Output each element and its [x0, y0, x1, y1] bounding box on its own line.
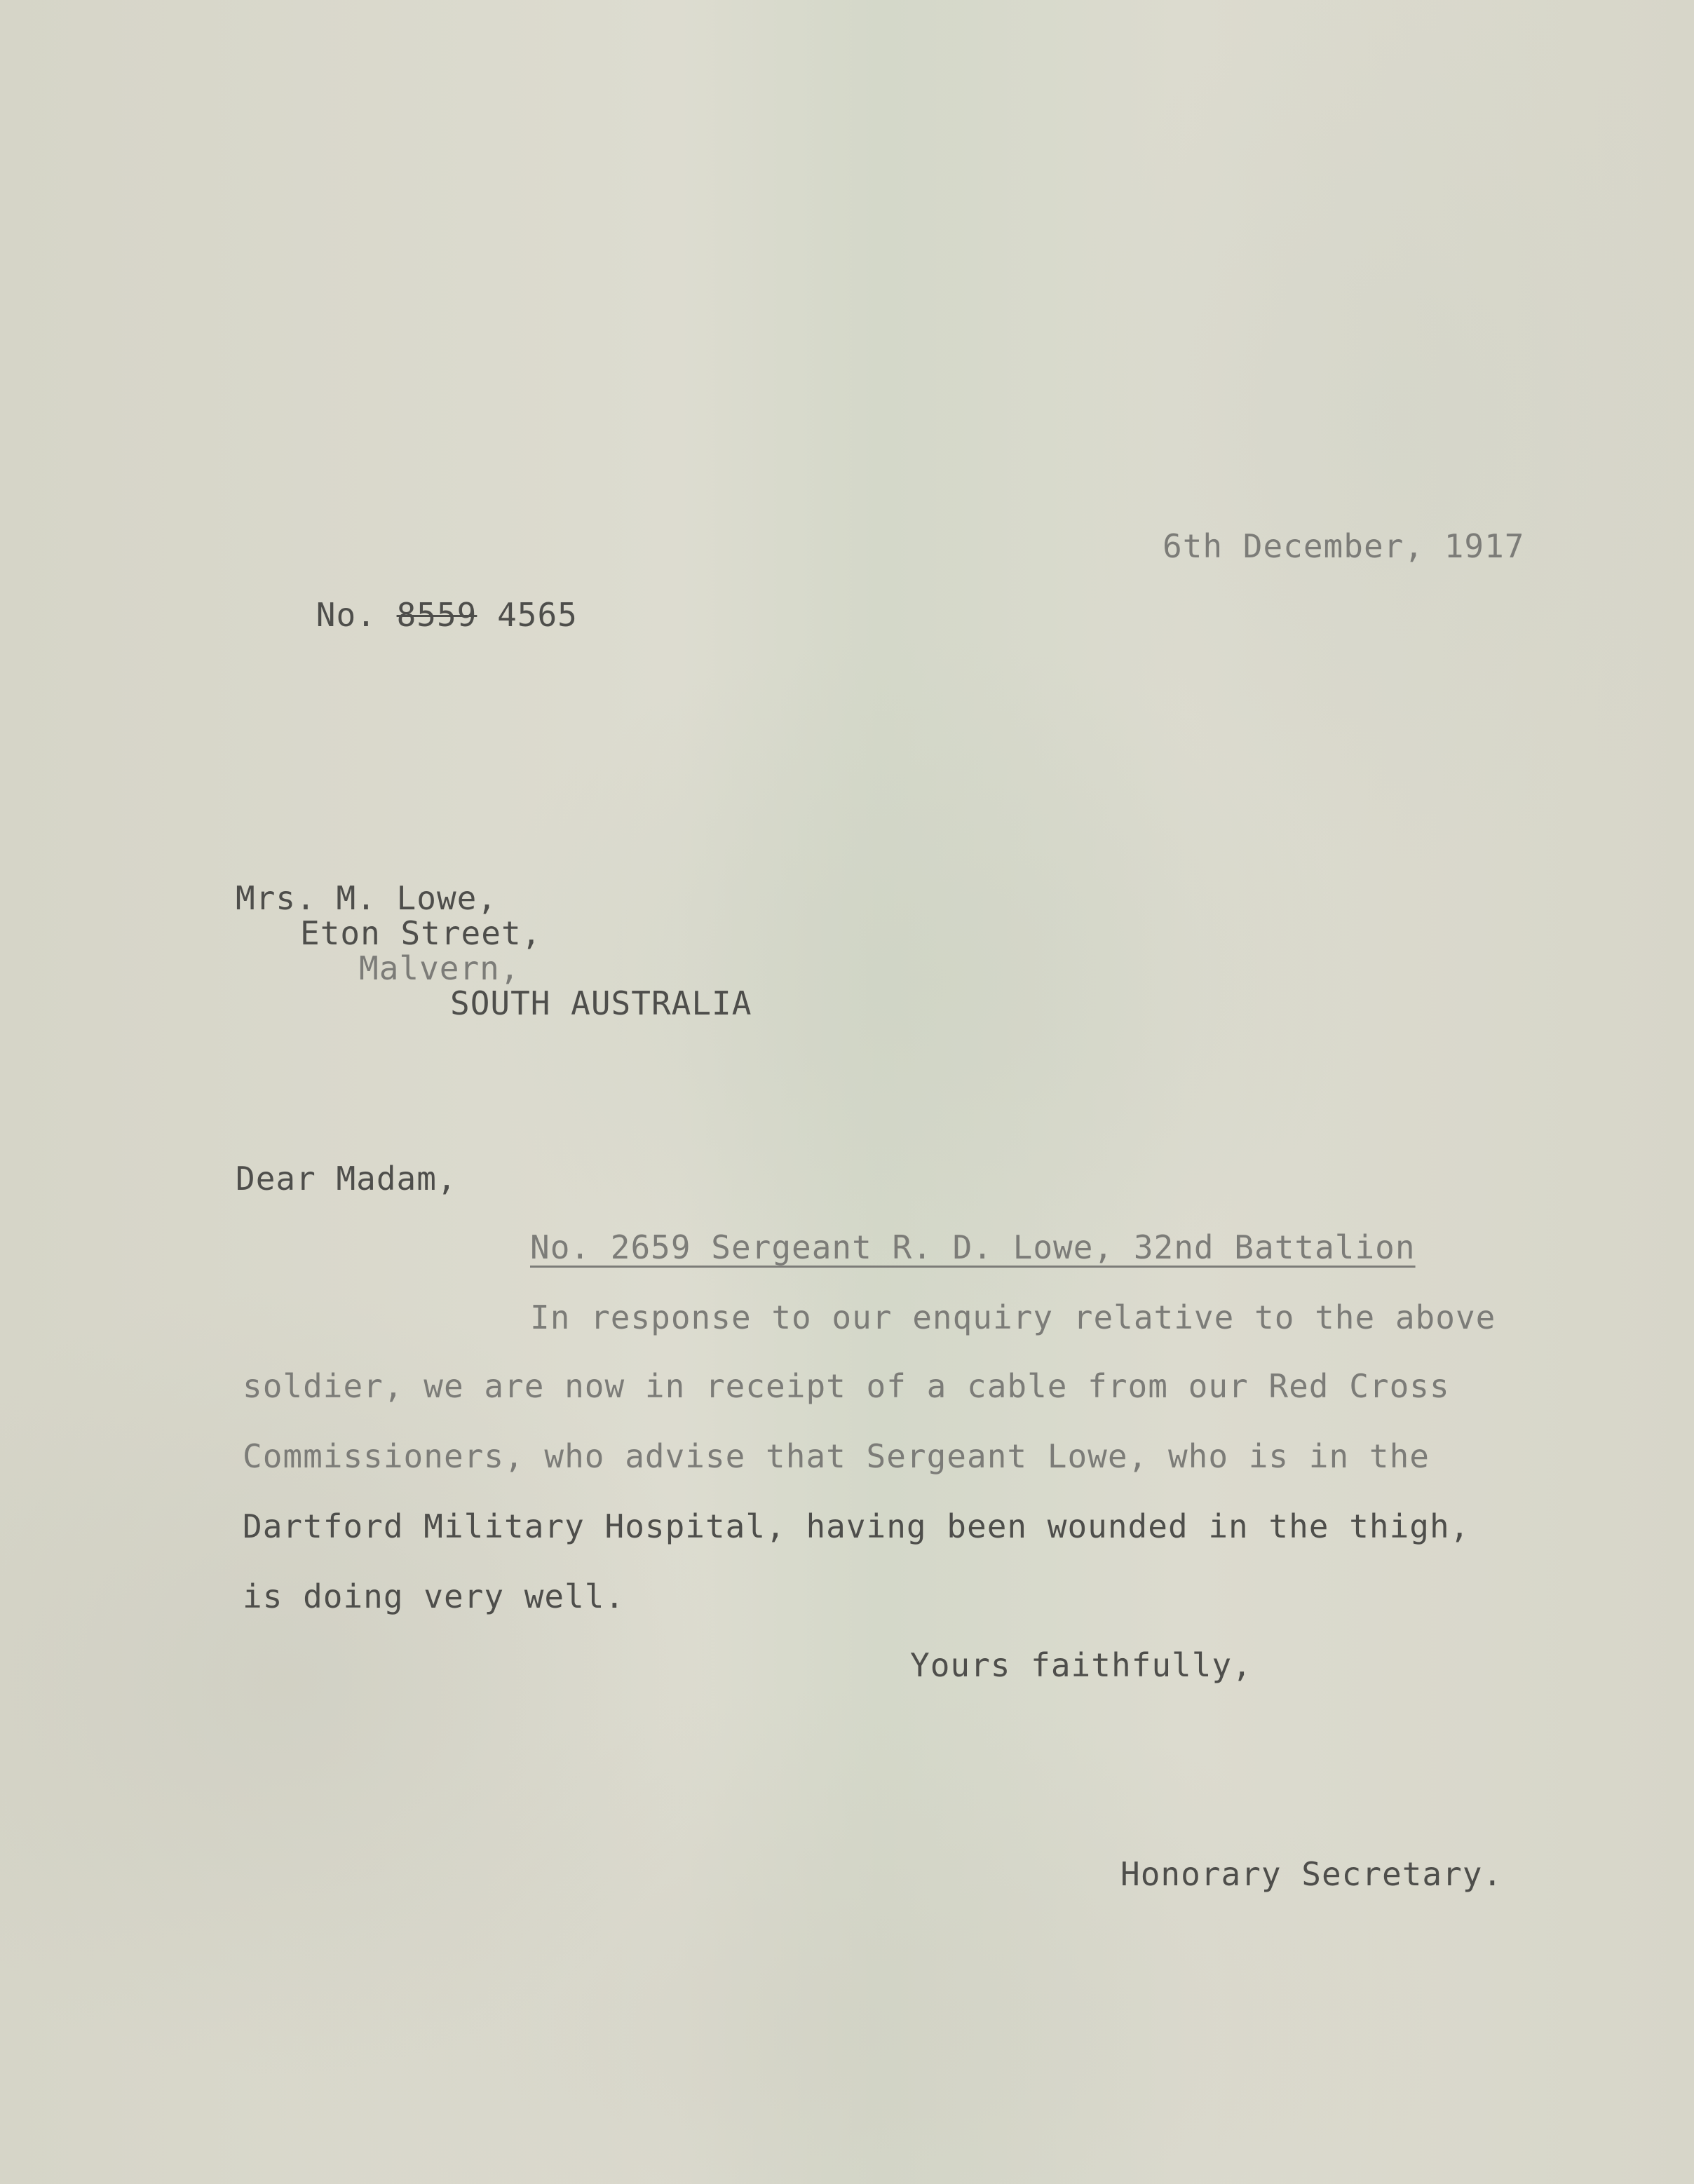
letter-date: 6th December, 1917 — [1163, 527, 1525, 565]
reference-current-number: 4565 — [497, 596, 578, 634]
reference-prefix: No. — [316, 596, 377, 634]
body-line-3: Commissioners, who advise that Sergeant Lowe, who is in the — [243, 1437, 1430, 1475]
body-line-2: soldier, we are now in receipt of a cable from our Red Cross — [243, 1367, 1450, 1405]
body-line-5: is doing very well. — [243, 1578, 625, 1615]
address-line-1: Mrs. M. Lowe, — [236, 879, 498, 917]
body-line-4: Dartford Military Hospital, having been wounded in the thigh, — [243, 1507, 1470, 1545]
reference-number — [236, 567, 578, 663]
reference-struck-number: 8559 — [396, 596, 477, 634]
body-line-1: In response to our enquiry relative to the above — [530, 1298, 1496, 1336]
salutation: Dear Madam, — [236, 1160, 457, 1198]
closing: Yours faithfully, — [910, 1646, 1252, 1684]
signature-title: Honorary Secretary. — [1120, 1855, 1503, 1893]
subject-line: No. 2659 Sergeant R. D. Lowe, 32nd Battalion — [530, 1228, 1416, 1266]
address-line-3: Malvern, — [359, 949, 520, 987]
address-line-2: Eton Street, — [300, 914, 542, 952]
address-line-4: SOUTH AUSTRALIA — [450, 984, 752, 1022]
